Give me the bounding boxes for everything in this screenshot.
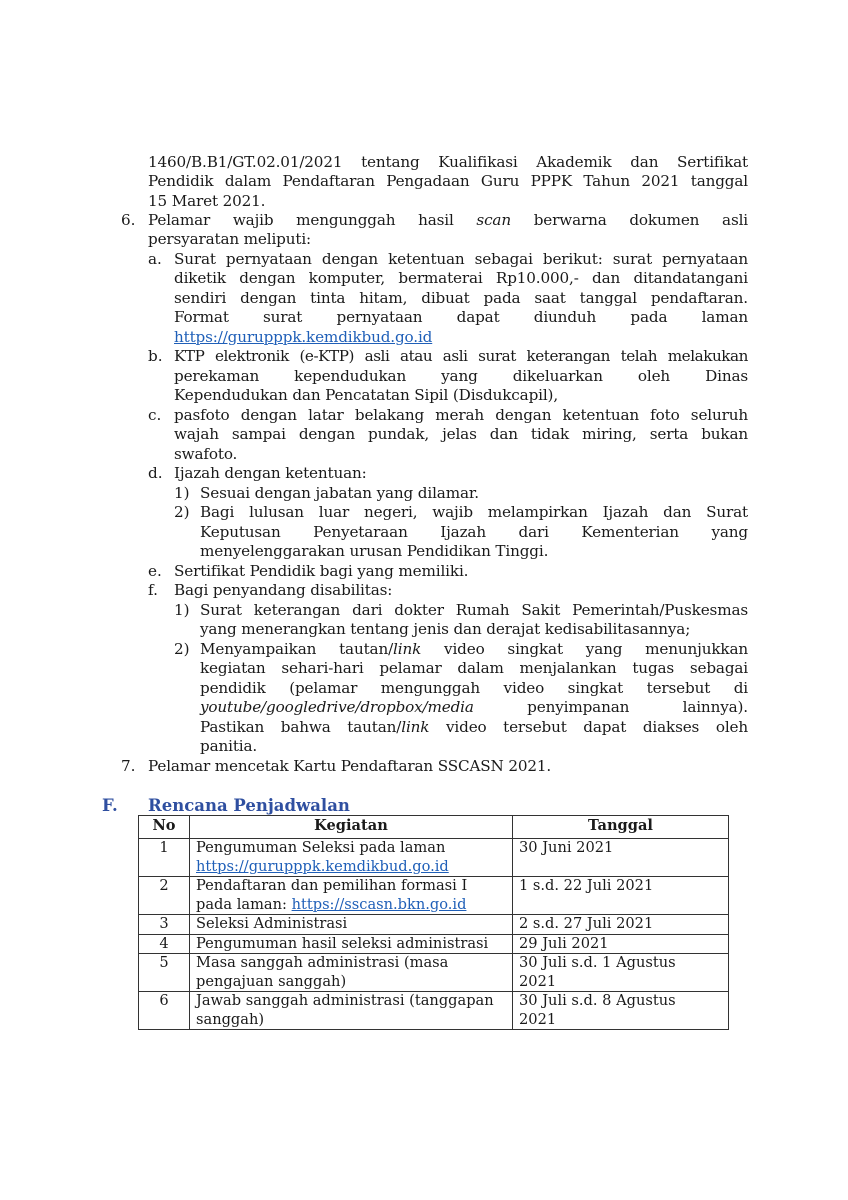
cell-kegiatan: Pengumuman hasil seleksi administrasi [190, 934, 513, 954]
sub-d-line: Ijazah dengan ketentuan: [174, 464, 367, 482]
cell-no: 4 [139, 934, 190, 954]
header-kegiatan: Kegiatan [190, 816, 513, 839]
cell-no: 2 [139, 877, 190, 915]
item-6-text: Pelamar wajib mengunggah hasil [148, 211, 454, 229]
sub-c-marker: c. [148, 406, 162, 424]
kegiatan-text: Pendaftaran dan pemilihan formasi I [196, 877, 468, 894]
continuation-line-2: Pendidik dalam Pendaftaran Pengadaan Guru PPPK Tahun 2021 tanggal [148, 172, 748, 190]
sub-d-2-marker: 2) [174, 503, 190, 521]
sub-a-line-2: diketik dengan komputer, bermaterai Rp10.000,- dan ditandatangani [174, 269, 748, 287]
sub-d-1-marker: 1) [174, 484, 190, 502]
cell-tanggal: 29 Juli 2021 [513, 934, 729, 954]
section-f-heading [102, 796, 350, 815]
sub-f-2-line-6: panitia. [200, 737, 258, 755]
cell-kegiatan [190, 954, 513, 992]
tanggal-text-2: 2021 [519, 1010, 557, 1028]
sub-f-1-line-1: Surat keterangan dari dokter Rumah Sakit Pemerintah/Puskesmas [200, 601, 748, 619]
sscasn-link[interactable]: https://sscasn.bkn.go.id [291, 895, 467, 913]
italic-link-word: link [393, 640, 422, 658]
sub-b-line-1: KTP elektronik (e-KTP) asli atau asli surat keterangan telah melakukan [174, 347, 748, 365]
sub-f-marker: f. [148, 581, 158, 599]
tanggal-text: 30 Juli s.d. 1 Agustus [519, 954, 676, 971]
italic-platforms: youtube/googledrive/dropbox/media [200, 698, 474, 716]
kegiatan-text: Jawab sanggah administrasi (tanggapan [196, 992, 494, 1009]
sub-d-1-line: Sesuai dengan jabatan yang dilamar. [200, 484, 479, 502]
continuation-line-3: 15 Maret 2021. [148, 192, 266, 210]
table-row [139, 915, 729, 935]
sub-a-line-1: Surat pernyataan dengan ketentuan sebagai berikut: surat pernyataan [174, 250, 748, 268]
kegiatan-text-2: pengajuan sanggah) [196, 972, 347, 990]
sub-b-line-3: Kependudukan dan Pencatatan Sipil (Disdukcapil), [174, 386, 559, 404]
cell-no: 5 [139, 954, 190, 992]
sub-f-line: Bagi penyandang disabilitas: [174, 581, 393, 599]
tanggal-text: 30 Juli s.d. 8 Agustus [519, 992, 676, 1009]
kegiatan-text: Pengumuman Seleksi pada laman [196, 839, 446, 856]
table-row [139, 954, 729, 992]
sub-f-2-line-3: pendidik (pelamar mengunggah video singkat tersebut di [200, 679, 748, 697]
sub-f-2-line-2: kegiatan sehari-hari pelamar dalam menjalankan tugas sebagai [200, 659, 748, 677]
sub-d-2-line-2: Keputusan Penyetaraan Ijazah dari Kementerian yang [200, 523, 748, 541]
cell-kegiatan: Seleksi Administrasi [190, 915, 513, 935]
sub-f-2-line-5 [200, 718, 748, 738]
table-header-row [139, 816, 729, 839]
text: pada laman: [196, 895, 292, 913]
sub-f-1-line-2: yang menerangkan tentang jenis dan derajat kedisabilitasannya; [200, 620, 691, 638]
sub-b-marker: b. [148, 347, 163, 365]
sub-f-2-marker: 2) [174, 640, 190, 658]
text: Pastikan bahwa tautan/ [200, 718, 402, 736]
item-6-text: berwarna dokumen asli [533, 211, 748, 229]
section-title: Rencana Penjadwalan [148, 796, 350, 815]
cell-tanggal: 1 s.d. 22 Juli 2021 [513, 877, 729, 915]
kegiatan-text-2 [196, 896, 506, 915]
cell-no: 6 [139, 992, 190, 1030]
header-tanggal: Tanggal [513, 816, 729, 839]
cell-kegiatan [190, 992, 513, 1030]
sub-e-line: Sertifikat Pendidik bagi yang memiliki. [174, 562, 469, 580]
gurupppk-table-link[interactable]: https://gurupppk.kemdikbud.go.id [196, 857, 449, 875]
cell-no: 1 [139, 839, 190, 877]
item-7-text: Pelamar mencetak Kartu Pendaftaran SSCASN 2021. [148, 757, 552, 775]
item-6-line-1 [148, 211, 748, 231]
sub-f-1-marker: 1) [174, 601, 190, 619]
section-letter: F. [102, 796, 118, 815]
text: video singkat yang menunjukkan [421, 640, 748, 658]
gurupppk-link[interactable]: https://gurupppk.kemdikbud.go.id [174, 328, 433, 346]
kegiatan-text: Masa sanggah administrasi (masa [196, 954, 449, 971]
sub-d-2-line-3: menyelenggarakan urusan Pendidikan Tinggi. [200, 542, 549, 560]
sub-d-2-line-1: Bagi lulusan luar negeri, wajib melampirkan Ijazah dan Surat [200, 503, 748, 521]
item-6-number: 6. [121, 211, 136, 229]
text: video tersebut dapat diakses oleh [429, 718, 748, 736]
italic-link-word: link [401, 718, 430, 736]
sub-f-2-line-1 [200, 640, 748, 660]
header-no: No [139, 816, 190, 839]
cell-tanggal: 2 s.d. 27 Juli 2021 [513, 915, 729, 935]
cell-kegiatan [190, 877, 513, 915]
sub-c-line-3: swafoto. [174, 445, 238, 463]
sub-e-marker: e. [148, 562, 162, 580]
table-row [139, 877, 729, 915]
sub-c-line-2: wajah sampai dengan pundak, jelas dan tidak miring, serta bukan [174, 425, 748, 443]
continuation-line-1: 1460/B.B1/GT.02.01/2021 tentang Kualifikasi Akademik dan Sertifikat [148, 153, 748, 171]
text: penyimpanan lainnya). [473, 698, 748, 716]
sub-d-marker: d. [148, 464, 163, 482]
schedule-table [138, 815, 729, 1030]
table-row [139, 992, 729, 1030]
table-row [139, 934, 729, 954]
cell-tanggal [513, 954, 729, 992]
item-6-italic-scan: scan [476, 211, 511, 229]
tanggal-text-2: 2021 [519, 972, 557, 990]
sub-a-marker: a. [148, 250, 162, 268]
table-row [139, 839, 729, 877]
cell-tanggal: 30 Juni 2021 [513, 839, 729, 877]
sub-a-line-4: Format surat pernyataan dapat diunduh pada laman [174, 308, 748, 326]
item-7-number: 7. [121, 757, 136, 775]
sub-c-line-1: pasfoto dengan latar belakang merah dengan ketentuan foto seluruh [174, 406, 748, 424]
kegiatan-text-2: sanggah) [196, 1010, 265, 1028]
text: Menyampaikan tautan/ [200, 640, 394, 658]
cell-kegiatan [190, 839, 513, 877]
cell-tanggal [513, 992, 729, 1030]
sub-a-line-3: sendiri dengan tinta hitam, dibuat pada saat tanggal pendaftaran. [174, 289, 748, 307]
item-6-line-2: persyaratan meliputi: [148, 230, 312, 248]
sub-f-2-line-4 [200, 698, 748, 718]
cell-no: 3 [139, 915, 190, 935]
sub-b-line-2: perekaman kependudukan yang dikeluarkan oleh Dinas [174, 367, 748, 385]
